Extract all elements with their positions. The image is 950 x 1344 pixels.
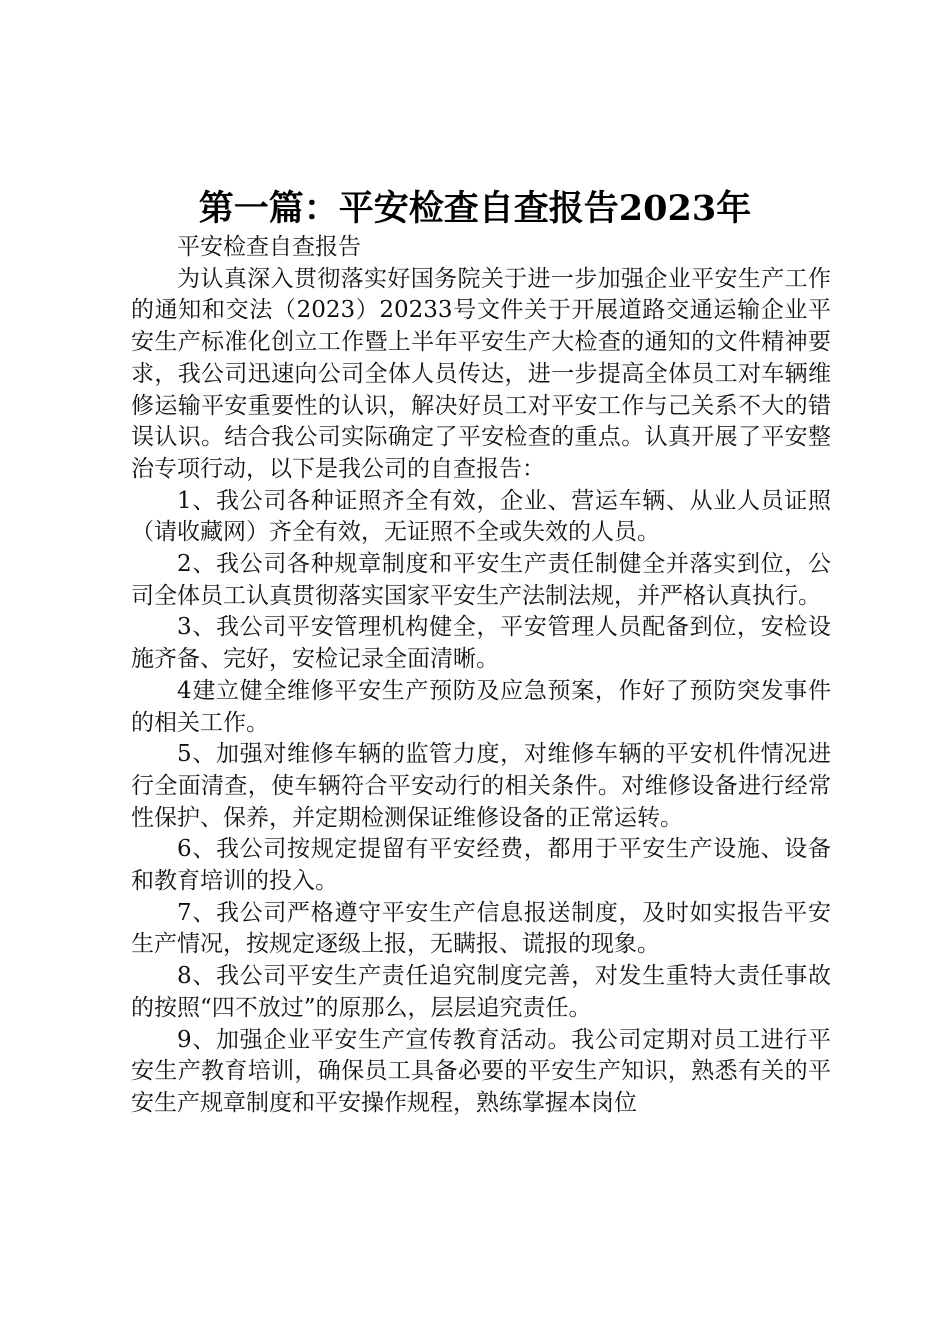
item-paragraph-9: 9、加强企业平安生产宣传教育活动。我公司定期对员工进行平安生产教育培训，确保员工具备必要的平安生产知识，熟悉有关的平安生产规章制度和平安操作规程，熟练掌握本岗位	[131, 1026, 831, 1116]
item-paragraph-3: 3、我公司平安管理机构健全，平安管理人员配备到位，安检设施齐备、完好，安检记录全面清晰。	[131, 614, 831, 673]
item-paragraph-2: 2、我公司各种规章制度和平安生产责任制健全并落实到位，公司全体员工认真贯彻落实国家平安生产法制法规，并严格认真执行。	[131, 551, 831, 609]
item-paragraph-4: 4建立健全维修平安生产预防及应急预案，作好了预防突发事件的相关工作。	[131, 677, 831, 736]
intro-paragraph: 为认真深入贯彻落实好国务院关于进一步加强企业平安生产工作的通知和交法（2023）20233号文件关于开展道路交通运输企业平安生产标准化创立工作暨上半年平安生产大检查的通知的文件精神要求，我公司迅速向公司全体人员传达，进一步提高全体员工对车辆维修运输平安重要性的认识，解决好员工对平安工作与己关系不大的错误认识。结合我公司实际确定了平安检查的重点。认真开展了平安整治专项行动，以下是我公司的自查报告：	[131, 265, 831, 482]
item-paragraph-8: 8、我公司平安生产责任追究制度完善，对发生重特大责任事故的按照“四不放过”的原那么，层层追究责任。	[131, 963, 831, 1021]
item-paragraph-1: 1、我公司各种证照齐全有效，企业、营运车辆、从业人员证照（请收藏网）齐全有效，无证照不全或失效的人员。	[131, 487, 831, 546]
document-title: 第一篇：平安检查自查报告2023年	[198, 188, 752, 229]
subtitle-paragraph: 平安检查自查报告	[177, 234, 361, 260]
item-paragraph-7: 7、我公司严格遵守平安生产信息报送制度，及时如实报告平安生产情况，按规定逐级上报，无瞒报、谎报的现象。	[131, 899, 831, 958]
item-paragraph-6: 6、我公司按规定提留有平安经费，都用于平安生产设施、设备和教育培训的投入。	[131, 836, 831, 895]
item-paragraph-5: 5、加强对维修车辆的监管力度，对维修车辆的平安机件情况进行全面清查，使车辆符合平安动行的相关条件。对维修设备进行经常性保护、保养，并定期检测保证维修设备的正常运转。	[131, 741, 831, 831]
document-body	[131, 232, 831, 1120]
